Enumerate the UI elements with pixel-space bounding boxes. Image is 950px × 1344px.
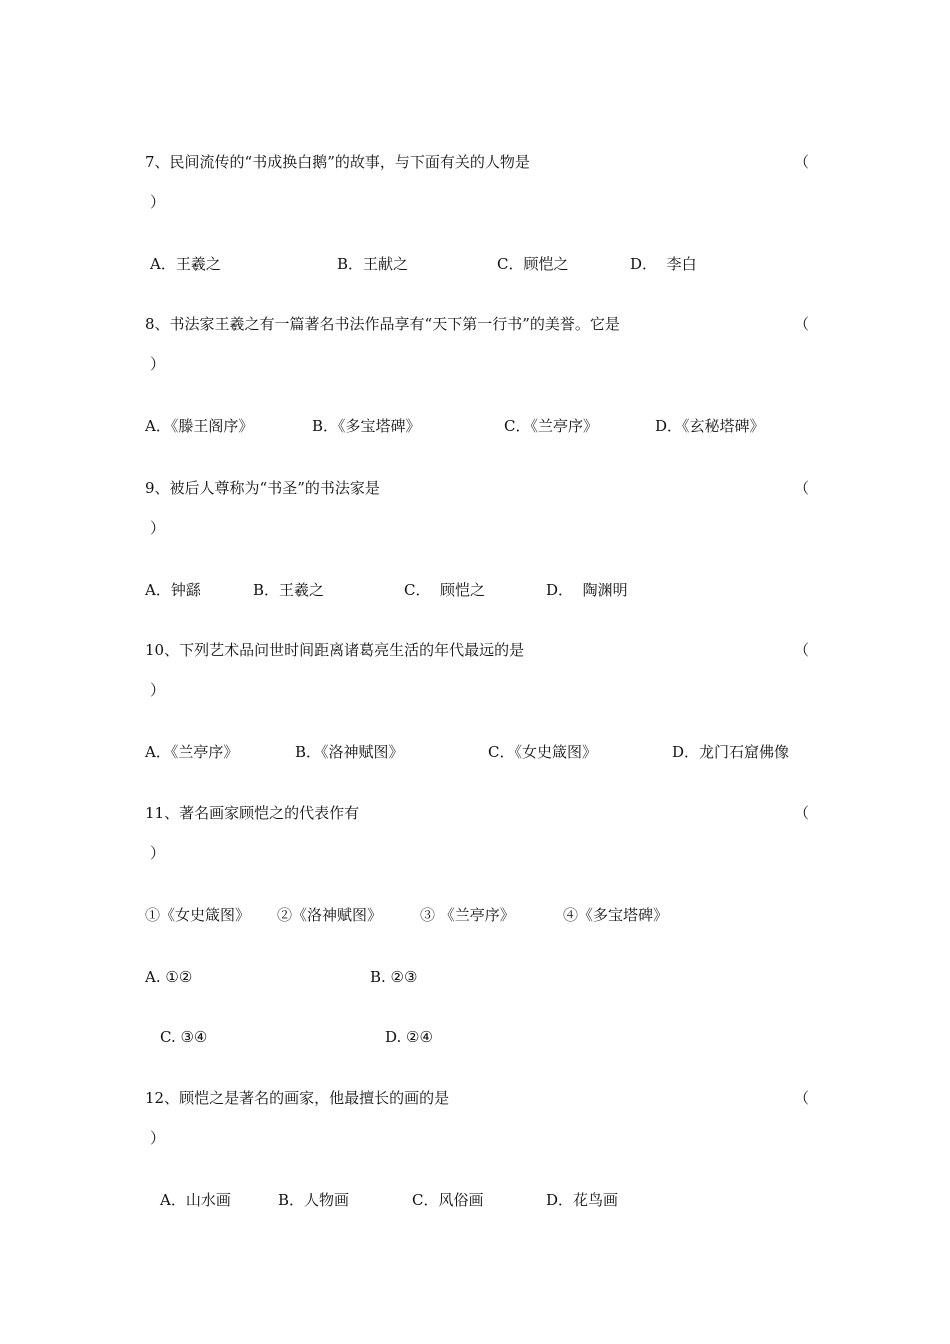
question-8-option-c: C．《兰亭序》 <box>504 417 598 435</box>
question-8-close-paren: ） <box>150 355 166 373</box>
question-9-open-paren: （ <box>794 479 810 497</box>
question-11-item-1: ①《女史箴图》 <box>145 906 251 924</box>
question-11-item-3: ③ 《兰亭序》 <box>420 906 515 924</box>
question-11-option-a: A. ①② <box>145 968 193 986</box>
question-8-option-d: D．《玄秘塔碑》 <box>655 417 765 435</box>
question-7-stem: 7、民间流传的“书成换白鹅”的故事，与下面有关的人物是 <box>145 153 530 171</box>
question-10-option-d: D．龙门石窟佛像 <box>672 743 790 761</box>
question-8-stem: 8、书法家王羲之有一篇著名书法作品享有“天下第一行书”的美誉。它是 <box>145 315 620 333</box>
question-9-option-a: A．钟繇 <box>145 581 201 599</box>
question-7-option-d: D． 李白 <box>630 255 697 273</box>
question-11-item-2: ②《洛神赋图》 <box>277 906 383 924</box>
question-9-option-d: D． 陶渊明 <box>546 581 628 599</box>
question-11-item-4: ④《多宝塔碑》 <box>563 906 669 924</box>
question-12-option-c: C．风俗画 <box>412 1191 484 1209</box>
question-12-option-a: A．山水画 <box>160 1191 231 1209</box>
question-10-option-a: A．《兰亭序》 <box>145 743 239 761</box>
question-12-option-b: B．人物画 <box>278 1191 350 1209</box>
question-9-stem: 9、被后人尊称为“书圣”的书法家是 <box>145 479 380 497</box>
question-12-option-d: D．花鸟画 <box>546 1191 619 1209</box>
question-10-option-b: B．《洛神赋图》 <box>295 743 404 761</box>
question-9-option-c: C． 顾恺之 <box>404 581 486 599</box>
question-10-stem: 10、下列艺术品问世时间距离诸葛亮生活的年代最远的是 <box>145 641 525 659</box>
question-10-open-paren: （ <box>794 641 810 659</box>
question-11-option-c: C. ③④ <box>160 1028 208 1046</box>
question-11-close-paren: ） <box>150 844 166 862</box>
question-9-close-paren: ） <box>150 519 166 537</box>
question-7-option-c: C．顾恺之 <box>497 255 569 273</box>
question-7-option-b: B．王献之 <box>337 255 409 273</box>
question-12-close-paren: ） <box>150 1129 166 1147</box>
question-10-close-paren: ） <box>150 681 166 699</box>
question-7-close-paren: ） <box>150 193 166 211</box>
question-12-open-paren: （ <box>794 1089 810 1107</box>
question-11-option-b: B. ②③ <box>370 968 418 986</box>
question-10-option-c: C．《女史箴图》 <box>488 743 597 761</box>
question-7-open-paren: （ <box>794 153 810 171</box>
question-11-stem: 11、著名画家顾恺之的代表作有 <box>145 804 360 822</box>
question-8-option-a: A．《滕王阁序》 <box>145 417 254 435</box>
question-12-stem: 12、顾恺之是著名的画家，他最擅长的画的是 <box>145 1089 450 1107</box>
question-9-option-b: B．王羲之 <box>253 581 325 599</box>
question-11-open-paren: （ <box>794 804 810 822</box>
question-8-open-paren: （ <box>794 315 810 333</box>
question-11-option-d: D. ②④ <box>385 1028 433 1046</box>
question-8-option-b: B．《多宝塔碑》 <box>312 417 421 435</box>
question-7-option-a: A．王羲之 <box>150 255 221 273</box>
